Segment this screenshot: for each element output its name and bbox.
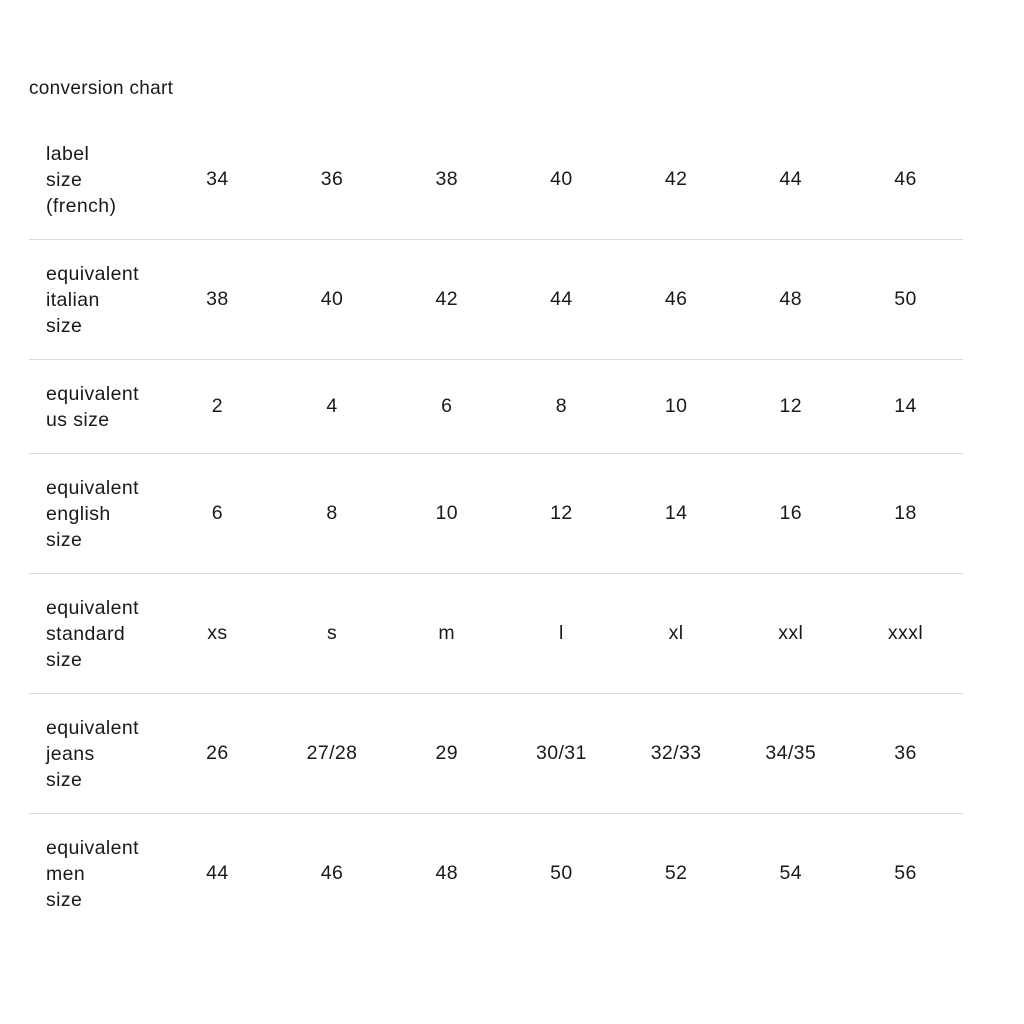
size-value-cell: 2 — [160, 360, 275, 454]
size-value-cell: 40 — [504, 120, 619, 240]
size-value-cell: 27/28 — [275, 694, 390, 814]
size-value-cell: 40 — [275, 240, 390, 360]
size-value-cell: xxxl — [848, 574, 963, 694]
size-value-cell: 10 — [619, 360, 734, 454]
size-value-cell: 6 — [389, 360, 504, 454]
size-value-cell: 46 — [848, 120, 963, 240]
size-value-cell: 46 — [619, 240, 734, 360]
size-value-cell: 50 — [848, 240, 963, 360]
table-row — [29, 694, 963, 814]
size-value-cell: xxl — [733, 574, 848, 694]
size-value-cell: m — [389, 574, 504, 694]
size-value-cell: 54 — [779, 862, 803, 884]
size-value-cell: 4 — [275, 360, 390, 454]
table-row — [29, 454, 963, 574]
size-value-cell: l — [504, 574, 619, 694]
size-value-cell: 34/35 — [733, 694, 848, 814]
size-value-cell: 8 — [504, 360, 619, 454]
size-value-cell: 42 — [389, 240, 504, 360]
row-label: equivalent italian size — [29, 240, 160, 360]
size-value-cell: 8 — [275, 454, 390, 574]
table-row — [29, 240, 963, 360]
size-value-cell: s — [275, 574, 390, 694]
size-value-cell: 44 — [206, 862, 229, 884]
size-value-cell: 12 — [733, 360, 848, 454]
size-value-cell: 14 — [848, 360, 963, 454]
size-value-cell: 6 — [160, 454, 275, 574]
table-row — [29, 574, 963, 694]
size-value-cell: 42 — [619, 120, 734, 240]
size-value-cell: 10 — [389, 454, 504, 574]
size-value-cell: 44 — [504, 240, 619, 360]
size-value-cell: 48 — [435, 862, 458, 884]
size-value-cell: 38 — [389, 120, 504, 240]
row-label: equivalent us size — [29, 360, 160, 454]
table-body — [29, 120, 963, 933]
size-value-cell: 38 — [160, 240, 275, 360]
size-value-cell: 16 — [733, 454, 848, 574]
size-value-cell: 50 — [550, 862, 573, 884]
size-value-cell: 56 — [894, 862, 917, 884]
size-value-cell: 46 — [320, 862, 344, 884]
row-label: equivalent jeans size — [29, 694, 160, 814]
size-value-cell: 12 — [504, 454, 619, 574]
row-label: equivalent standard size — [29, 574, 160, 694]
size-value-cell: xl — [619, 574, 734, 694]
size-value-cell: 34 — [160, 120, 275, 240]
size-value-cell: 26 — [160, 694, 275, 814]
row-label: equivalent men size — [46, 836, 139, 911]
chart-title: conversion chart — [29, 78, 174, 99]
size-value-cell: 36 — [275, 120, 390, 240]
size-value-cell: 36 — [848, 694, 963, 814]
size-value-cell: 18 — [848, 454, 963, 574]
size-value-cell: 32/33 — [619, 694, 734, 814]
size-value-cell: 30/31 — [504, 694, 619, 814]
size-value-cell: 44 — [733, 120, 848, 240]
table-row — [29, 120, 963, 240]
table-row — [29, 814, 963, 934]
table-row — [29, 360, 963, 454]
size-value-cell: 29 — [389, 694, 504, 814]
row-label: label size (french) — [29, 120, 160, 240]
size-conversion-table — [29, 120, 963, 933]
size-value-cell: 14 — [619, 454, 734, 574]
row-label: equivalent english size — [29, 454, 160, 574]
size-value-cell: xs — [160, 574, 275, 694]
size-value-cell: 52 — [664, 862, 688, 884]
size-value-cell: 48 — [733, 240, 848, 360]
